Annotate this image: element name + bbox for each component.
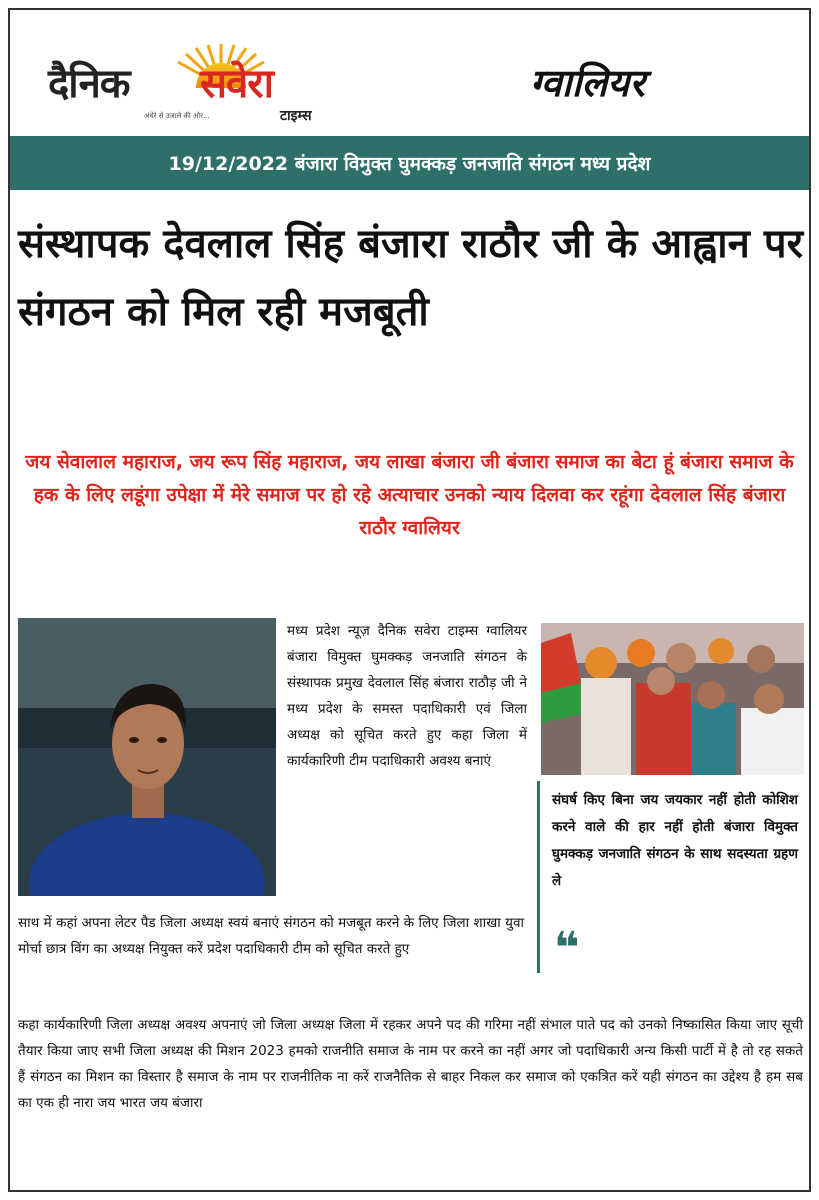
subheadline: जय सेवालाल महाराज, जय रूप सिंह महाराज, जय लाखा बंजारा जी बंजारा समाज का बेटा हूं बंजारा समाज के हक के लिए लडूंगा उपेक्षा में मेरे समाज पर हो रहे अत्याचार उनको न्याय दिलवा कर रहूंगा देवलाल सिंह बंजारा राठौर ग्वालियर — [25, 451, 794, 539]
article-paragraph-mid: साथ में कहां अपना लेटर पैड जिला अध्यक्ष स्वयं बनाएं संगठन को मजबूत करने के लिए जिला शाखा युवा मोर्चा छात्र विंग का अध्यक्ष नियुक्त करें प्रदेश पदाधिकारी टीम को सूचित करते हुए — [18, 915, 524, 957]
logo-word-savera: सवेरा — [200, 61, 273, 107]
article-paragraph-narrow: मध्य प्रदेश न्यूज़ दैनिक सवेरा टाइम्स ग्वालियर बंजारा विमुक्त घुमक्कड़ जनजाति संगठन के संस्थापक प्रमुख देवलाल सिंह बंजारा राठौड़ जी ने मध्य प्रदेश के समस्त पदाधिकारी एवं जिला अध्यक्ष को सूचित करते हुए कहा जिला में कार्यकारिणी टीम पदाधिकारी अवश्य बनाएं — [287, 623, 527, 769]
quote-mark-icon: ❝ — [554, 923, 580, 974]
portrait-illustration — [18, 618, 276, 896]
masthead — [10, 10, 809, 134]
date-banner-text: 19/12/2022 बंजारा विमुक्त घुमक्कड़ जनजाति संगठन मध्य प्रदेश — [168, 153, 651, 175]
headline: संस्थापक देवलाल सिंह बंजारा राठौर जी के आह्वान पर संगठन को मिल रही मजबूती — [18, 221, 803, 335]
portrait-photo — [18, 618, 276, 896]
city-title: ग्वालियर — [530, 61, 645, 105]
date-banner — [10, 136, 809, 190]
article-paragraph-bottom: कहा कार्यकारिणी जिला अध्यक्ष अवश्य अपनाएं जो जिला अध्यक्ष जिला में रहकर अपने पद की गरिमा नहीं संभाल पाते पद को उनको निष्कासित किया जाए सूची तैयार किया जाए सभी जिला अध्यक्ष की मिशन 2023 हमको राजनीति समाज के नाम पर करने का नहीं अगर जो पदाधिकारी अन्य किसी पार्टी में है तो रह सकते हैं संगठन का मिशन का विस्तार है समाज के नाम पर राजनीतिक ना करें राजनैतिक से बाहर निकल कर समाज को एकत्रित करें यही संगठन का उद्देश्य है हम सब का एक ही नारा जय भारत जय बंजारा — [18, 1017, 803, 1111]
logo-tagline: अंधेरे से उजाले की ओर... — [144, 112, 210, 120]
logo-word-times: टाइम्स — [280, 108, 312, 124]
logo-word-dainik: दैनिक — [48, 61, 130, 107]
pull-quote-text: संघर्ष किए बिना जय जयकार नहीं होती कोशिश करने वाले की हार नहीं होती बंजारा विमुक्त घुमक्कड़ जनजाति संगठन के साथ सदस्यता ग्रहण ले — [552, 792, 798, 889]
newspaper-logo — [48, 40, 348, 124]
pull-quote — [537, 781, 804, 973]
crowd-illustration — [541, 623, 804, 775]
crowd-photo — [541, 623, 804, 775]
